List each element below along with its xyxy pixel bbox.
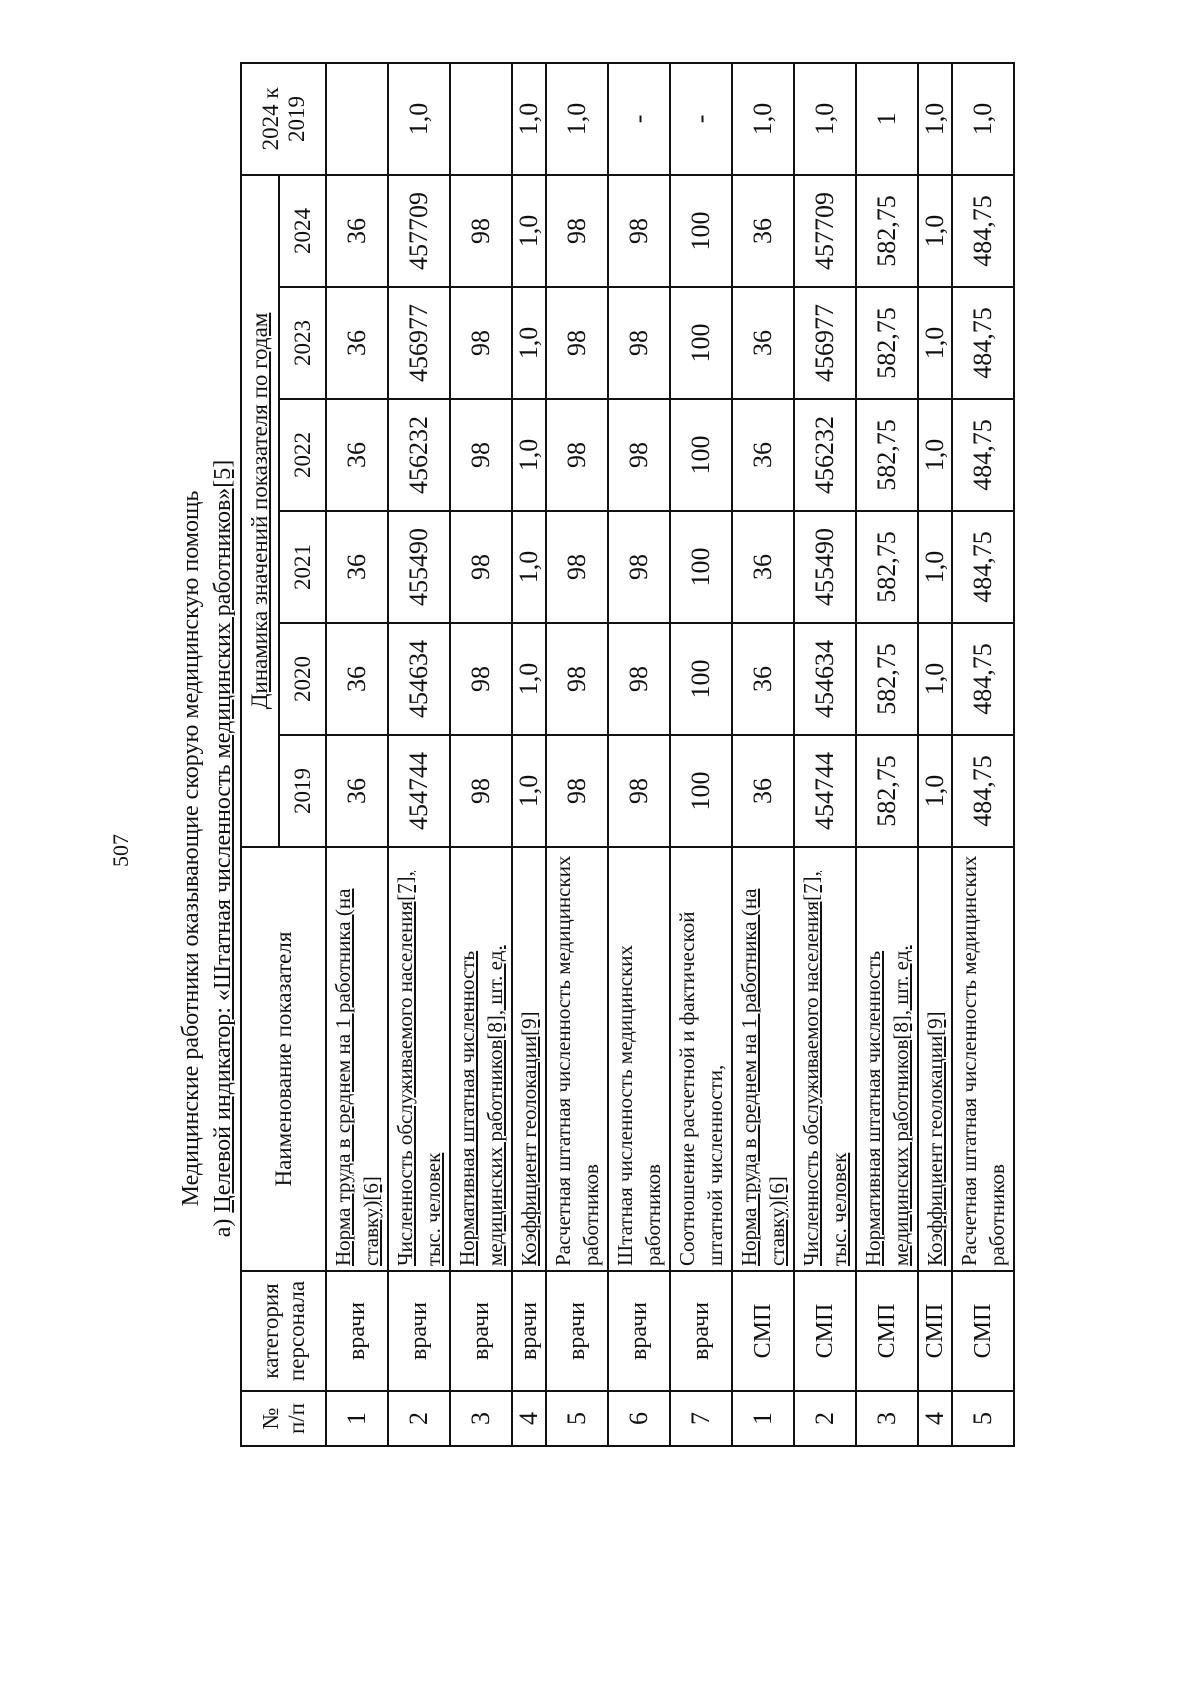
row-category: врачи [608, 1271, 670, 1391]
table-body [326, 63, 1014, 1446]
row-number: 2 [794, 1391, 856, 1446]
table-row [732, 63, 794, 1446]
row-category: врачи [512, 1271, 546, 1391]
row-year-value: 1,0 [512, 735, 546, 847]
row-year-value: 98 [450, 287, 512, 399]
row-ratio: 1,0 [512, 63, 546, 175]
row-year-value: 98 [450, 511, 512, 623]
row-year-value: 484,75 [952, 511, 1014, 623]
row-number: 3 [450, 1391, 512, 1446]
row-indicator-name: Коэффициент геолокации[9] [512, 847, 546, 1271]
row-ratio: 1,0 [952, 63, 1014, 175]
subtitle-text: Целевой индикатор: «Штатная численность медицинских работников»[5] [210, 459, 236, 1213]
row-year-value: 1,0 [512, 623, 546, 735]
row-category: врачи [388, 1271, 450, 1391]
row-year-value: 98 [450, 175, 512, 287]
row-year-value: 36 [732, 175, 794, 287]
row-number: 6 [608, 1391, 670, 1446]
row-year-value: 456977 [388, 287, 450, 399]
row-year-value: 457709 [388, 175, 450, 287]
row-year-value: 98 [450, 399, 512, 511]
table-row [670, 63, 732, 1446]
row-indicator-name: Численность обслуживаемого населения[7], тыс. человек [794, 847, 856, 1271]
row-ratio: 1 [856, 63, 918, 175]
page-number: 507 [108, 834, 133, 867]
row-year-value: 98 [546, 623, 608, 735]
row-ratio: 1,0 [388, 63, 450, 175]
row-year-value: 36 [732, 399, 794, 511]
header-year: 2019 [279, 735, 326, 847]
row-ratio: 1,0 [794, 63, 856, 175]
header-year: 2020 [279, 623, 326, 735]
row-year-value: 1,0 [512, 511, 546, 623]
row-year-value: 36 [326, 287, 388, 399]
table-row [608, 63, 670, 1446]
row-year-value: 98 [546, 735, 608, 847]
row-indicator-name: Норма труда в среднем на 1 работника (на ставку)[6] [326, 847, 388, 1271]
row-indicator-name: Численность обслуживаемого населения[7], тыс. человек [388, 847, 450, 1271]
row-indicator-name: Нормативная штатная численность медицинских работников[8], шт. ед. [856, 847, 918, 1271]
row-year-value: 98 [546, 175, 608, 287]
row-number: 3 [856, 1391, 918, 1446]
row-year-value: 456232 [794, 399, 856, 511]
table-row [952, 63, 1014, 1446]
row-ratio: 1,0 [918, 63, 952, 175]
row-ratio: - [670, 63, 732, 175]
row-year-value: 98 [608, 399, 670, 511]
row-indicator-name: Штатная численность медицинских работников [608, 847, 670, 1271]
row-indicator-name: Соотношение расчетной и фактической штатной численности, [670, 847, 732, 1271]
table-row [794, 63, 856, 1446]
row-year-value: 1,0 [512, 175, 546, 287]
row-category: СМП [856, 1271, 918, 1391]
header-year: 2022 [279, 399, 326, 511]
table-row [450, 63, 512, 1446]
row-year-value: 98 [608, 623, 670, 735]
row-year-value: 100 [670, 735, 732, 847]
row-year-value: 454634 [794, 623, 856, 735]
row-year-value: 36 [326, 735, 388, 847]
row-indicator-name: Расчетная штатная численность медицинских работников [546, 847, 608, 1271]
row-category: СМП [794, 1271, 856, 1391]
row-year-value: 455490 [388, 511, 450, 623]
row-number: 5 [546, 1391, 608, 1446]
table-row [388, 63, 450, 1446]
row-year-value: 98 [450, 735, 512, 847]
row-year-value: 454744 [388, 735, 450, 847]
row-year-value: 36 [326, 511, 388, 623]
indicator-table [240, 62, 1015, 1447]
header-year: 2023 [279, 287, 326, 399]
row-year-value: 36 [326, 399, 388, 511]
row-year-value: 100 [670, 175, 732, 287]
table-row [326, 63, 388, 1446]
row-year-value: 1,0 [918, 511, 952, 623]
row-year-value: 36 [732, 287, 794, 399]
row-year-value: 98 [546, 287, 608, 399]
row-year-value: 1,0 [512, 399, 546, 511]
header-dynamics: Динамика значений показателя по годам [241, 175, 279, 847]
row-year-value: 582,75 [856, 399, 918, 511]
row-year-value: 455490 [794, 511, 856, 623]
row-year-value: 36 [326, 623, 388, 735]
row-year-value: 484,75 [952, 287, 1014, 399]
header-year: 2024 [279, 175, 326, 287]
row-year-value: 454634 [388, 623, 450, 735]
row-year-value: 36 [326, 175, 388, 287]
row-number: 1 [326, 1391, 388, 1446]
row-number: 5 [952, 1391, 1014, 1446]
row-year-value: 582,75 [856, 511, 918, 623]
row-category: врачи [450, 1271, 512, 1391]
row-indicator-name: Расчетная штатная численность медицинских работников [952, 847, 1014, 1271]
header-category: категория персонала [241, 1271, 326, 1391]
row-ratio [450, 63, 512, 175]
row-ratio: 1,0 [546, 63, 608, 175]
row-category: врачи [546, 1271, 608, 1391]
subtitle-prefix: а) [210, 1212, 236, 1238]
row-year-value: 98 [608, 511, 670, 623]
row-year-value: 582,75 [856, 287, 918, 399]
row-number: 4 [512, 1391, 546, 1446]
row-ratio: 1,0 [732, 63, 794, 175]
row-year-value: 456977 [794, 287, 856, 399]
header-num: № п/п [241, 1391, 326, 1446]
row-year-value: 1,0 [918, 735, 952, 847]
header-ratio: 2024 к 2019 [241, 63, 326, 175]
row-indicator-name: Коэффициент геолокации[9] [918, 847, 952, 1271]
row-year-value: 36 [732, 623, 794, 735]
row-year-value: 1,0 [918, 287, 952, 399]
row-year-value: 1,0 [512, 287, 546, 399]
row-category: врачи [326, 1271, 388, 1391]
row-number: 4 [918, 1391, 952, 1446]
row-year-value: 484,75 [952, 175, 1014, 287]
row-number: 1 [732, 1391, 794, 1446]
row-ratio: - [608, 63, 670, 175]
row-year-value: 100 [670, 399, 732, 511]
row-year-value: 484,75 [952, 735, 1014, 847]
row-year-value: 98 [546, 399, 608, 511]
row-indicator-name: Нормативная штатная численность медицинских работников[8], шт. ед. [450, 847, 512, 1271]
row-year-value: 1,0 [918, 399, 952, 511]
row-year-value: 582,75 [856, 735, 918, 847]
row-year-value: 454744 [794, 735, 856, 847]
row-year-value: 1,0 [918, 175, 952, 287]
row-year-value: 456232 [388, 399, 450, 511]
row-year-value: 36 [732, 735, 794, 847]
row-year-value: 484,75 [952, 623, 1014, 735]
row-year-value: 582,75 [856, 175, 918, 287]
row-year-value: 100 [670, 511, 732, 623]
row-year-value: 36 [732, 511, 794, 623]
row-year-value: 98 [608, 175, 670, 287]
table-row [918, 63, 952, 1446]
row-year-value: 1,0 [918, 623, 952, 735]
header-year: 2021 [279, 511, 326, 623]
row-category: СМП [952, 1271, 1014, 1391]
row-year-value: 98 [450, 623, 512, 735]
header-name: Наименование показателя [241, 847, 326, 1271]
row-category: СМП [732, 1271, 794, 1391]
document-subtitle [210, 0, 237, 1697]
row-number: 7 [670, 1391, 732, 1446]
row-year-value: 100 [670, 287, 732, 399]
row-category: врачи [670, 1271, 732, 1391]
row-year-value: 484,75 [952, 399, 1014, 511]
row-year-value: 457709 [794, 175, 856, 287]
row-indicator-name: Норма труда в среднем на 1 работника (на ставку)[6] [732, 847, 794, 1271]
row-number: 2 [388, 1391, 450, 1446]
row-year-value: 98 [608, 287, 670, 399]
row-year-value: 98 [608, 735, 670, 847]
row-year-value: 98 [546, 511, 608, 623]
table-row [512, 63, 546, 1446]
table-row [856, 63, 918, 1446]
row-year-value: 100 [670, 623, 732, 735]
table-row [546, 63, 608, 1446]
row-ratio [326, 63, 388, 175]
row-year-value: 582,75 [856, 623, 918, 735]
document-title: Медицинские работники оказывающие скорую медицинскую помощь [178, 490, 204, 1207]
row-category: СМП [918, 1271, 952, 1391]
